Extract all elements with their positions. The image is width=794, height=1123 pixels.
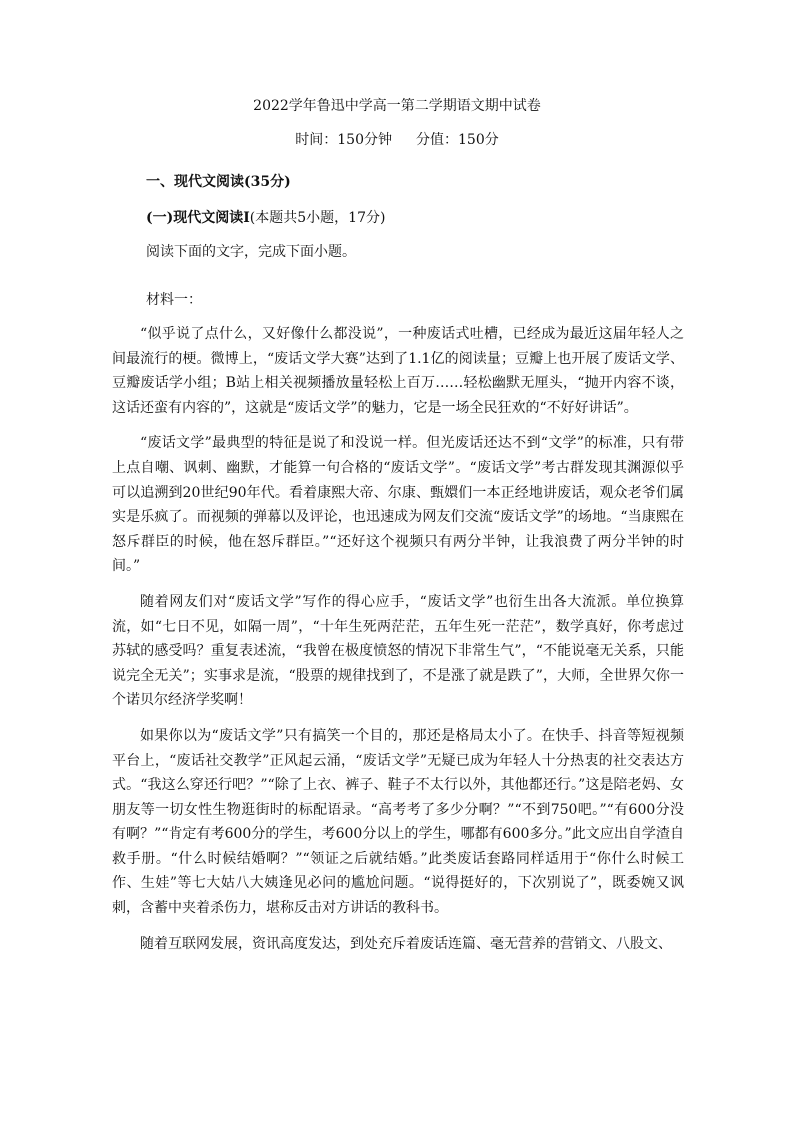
exam-meta xyxy=(0,130,794,150)
passage-paragraph: 如果你以为“废话文学”只有搞笑一个目的，那还是格局太小了。在快手、抖音等短视频平台上，“废话社交教学”正风起云涌，“废话文学”无疑已成为年轻人十分热衷的社交表达方式。“我这么穿还行吧？”“除了上衣、裤子、鞋子不太行以外，其他都还行。”这是陪老妈、女朋友等一切女性生物逛街时的标配语录。“高考考了多少分啊？”“不到750吧。”“有600分没有啊？”“肯定有考600分的学生，考600分以上的学生，哪都有600多分。”此文应出自学渣自救手册。“什么时候结婚啊？”“领证之后就结婚。”此类废话套路同样适用于“你什么时候工作、生娃”等七大姑八大姨逢见必问的尴尬问题。“说得挺好的，下次别说了”，既委婉又讽刺，含蓄中夹着杀伤力，堪称反击对方讲话的教科书。 xyxy=(112,727,684,917)
passage-paragraph: 随着网友们对“废话文学”写作的得心应手，“废话文学”也衍生出各大流派。单位换算流，如“七日不见，如隔一周”，“十年生死两茫茫，五年生死一茫茫”，数学真好，你考虑过苏轼的感受吗？重复表述流，“我曾在极度愤怒的情况下非常生气”，“不能说毫无关系，只能说完全无关”；实事求是流，“股票的规律找到了，不是涨了就是跌了”，大师，全世界欠你一个诺贝尔经济学奖啊！ xyxy=(112,593,684,709)
subsection-detail: (本题共5小题，17分) xyxy=(249,210,386,226)
subsection-heading xyxy=(146,208,385,228)
passage-paragraph: 随着互联网发展，资讯高度发达，到处充斥着废话连篇、毫无营养的营销文、八股文、 xyxy=(140,935,672,952)
section-heading: 一、现代文阅读(35分) xyxy=(146,174,291,190)
subsection-title: (一)现代文阅读Ⅰ xyxy=(146,210,250,226)
exam-time: 时间：150分钟 xyxy=(295,132,392,148)
passage-paragraph: “似乎说了点什么，又好像什么都没说”，一种废话式吐槽，已经成为最近这届年轻人之间最流行的梗。微博上，“废话文学大赛”达到了1.1亿的阅读量；豆瓣上也开展了废话文学、豆瓣废话学小组；B站上相关视频播放量轻松上百万……轻松幽默无厘头，“抛开内容不谈，这话还蛮有内容的”，这就是“废话文学”的魅力，它是一场全民狂欢的“不好好讲话”。 xyxy=(112,326,684,416)
passage-paragraph: “废话文学”最典型的特征是说了和没说一样。但光废话还达不到“文学”的标准，只有带上点自嘲、讽刺、幽默，才能算一句合格的“废话文学”。“废话文学”考古群发现其渊源似乎可以追溯到20世纪90年代。看着康熙大帝、尔康、甄嬛们一本正经地讲废话，观众老爷们属实是乐疯了。而视频的弹幕以及评论，也迅速成为网友们交流“废话文学”的场地。“当康熙在怒斥群臣的时候，他在怒斥群臣。”“还好这个视频只有两分半钟，让我浪费了两分半钟的时间。” xyxy=(112,435,684,575)
material-label: 材料一： xyxy=(146,292,202,308)
reading-instruction: 阅读下面的文字，完成下面小题。 xyxy=(146,244,356,260)
exam-title: 2022学年鲁迅中学高一第二学期语文期中试卷 xyxy=(253,98,541,114)
passage-body xyxy=(112,322,684,967)
exam-score: 分值：150分 xyxy=(416,132,499,148)
